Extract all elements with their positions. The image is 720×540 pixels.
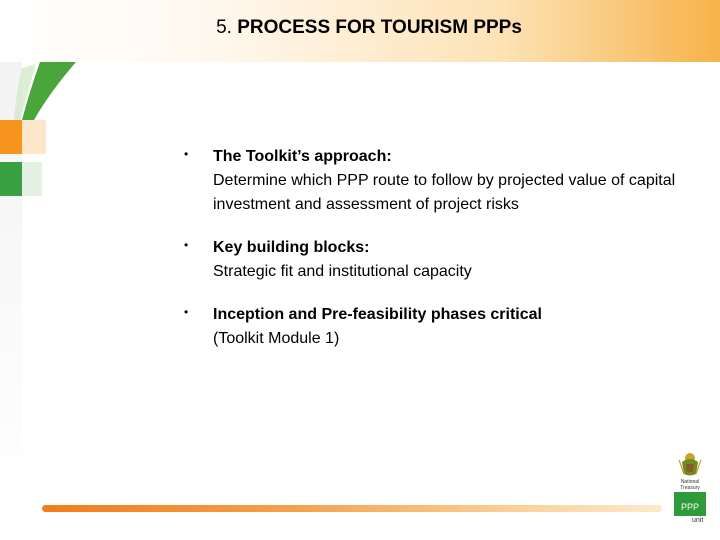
logo-caption	[668, 479, 712, 491]
title-number: 5.	[216, 17, 232, 38]
bullet-item	[180, 145, 680, 217]
orange-bar-fade	[22, 120, 46, 154]
bullet-list	[180, 145, 680, 370]
bullet-marker: •	[184, 305, 189, 319]
coat-of-arms-icon	[676, 450, 704, 478]
bullet-item	[180, 303, 680, 351]
bullet-heading: Inception and Pre-feasibility phases critical	[213, 306, 542, 323]
logo-caption-line2: Treasury	[680, 485, 700, 491]
green-bar	[0, 162, 22, 196]
bullet-body: (Toolkit Module 1)	[213, 330, 340, 347]
ppp-box: PPP	[674, 492, 706, 516]
bullet-marker: •	[184, 238, 189, 252]
title-text: PROCESS FOR TOURISM PPPs	[237, 17, 522, 38]
bottom-accent-bar	[42, 505, 662, 512]
logo-caption-line1: National	[680, 479, 700, 485]
treasury-logo	[666, 450, 714, 530]
bullet-body: Determine which PPP route to follow by projected value of capital investment and assessment of project risks	[213, 172, 676, 213]
bullet-item	[180, 236, 680, 284]
bullet-heading: The Toolkit’s approach:	[213, 148, 392, 165]
bullet-marker: •	[184, 147, 189, 161]
green-bar-fade	[22, 162, 42, 196]
bullet-heading: Key building blocks:	[213, 239, 370, 256]
bullet-body: Strategic fit and institutional capacity	[213, 263, 472, 280]
left-decoration	[0, 62, 80, 522]
orange-bar	[0, 120, 22, 154]
unit-label: unit	[692, 517, 704, 524]
slide-title	[0, 17, 720, 39]
